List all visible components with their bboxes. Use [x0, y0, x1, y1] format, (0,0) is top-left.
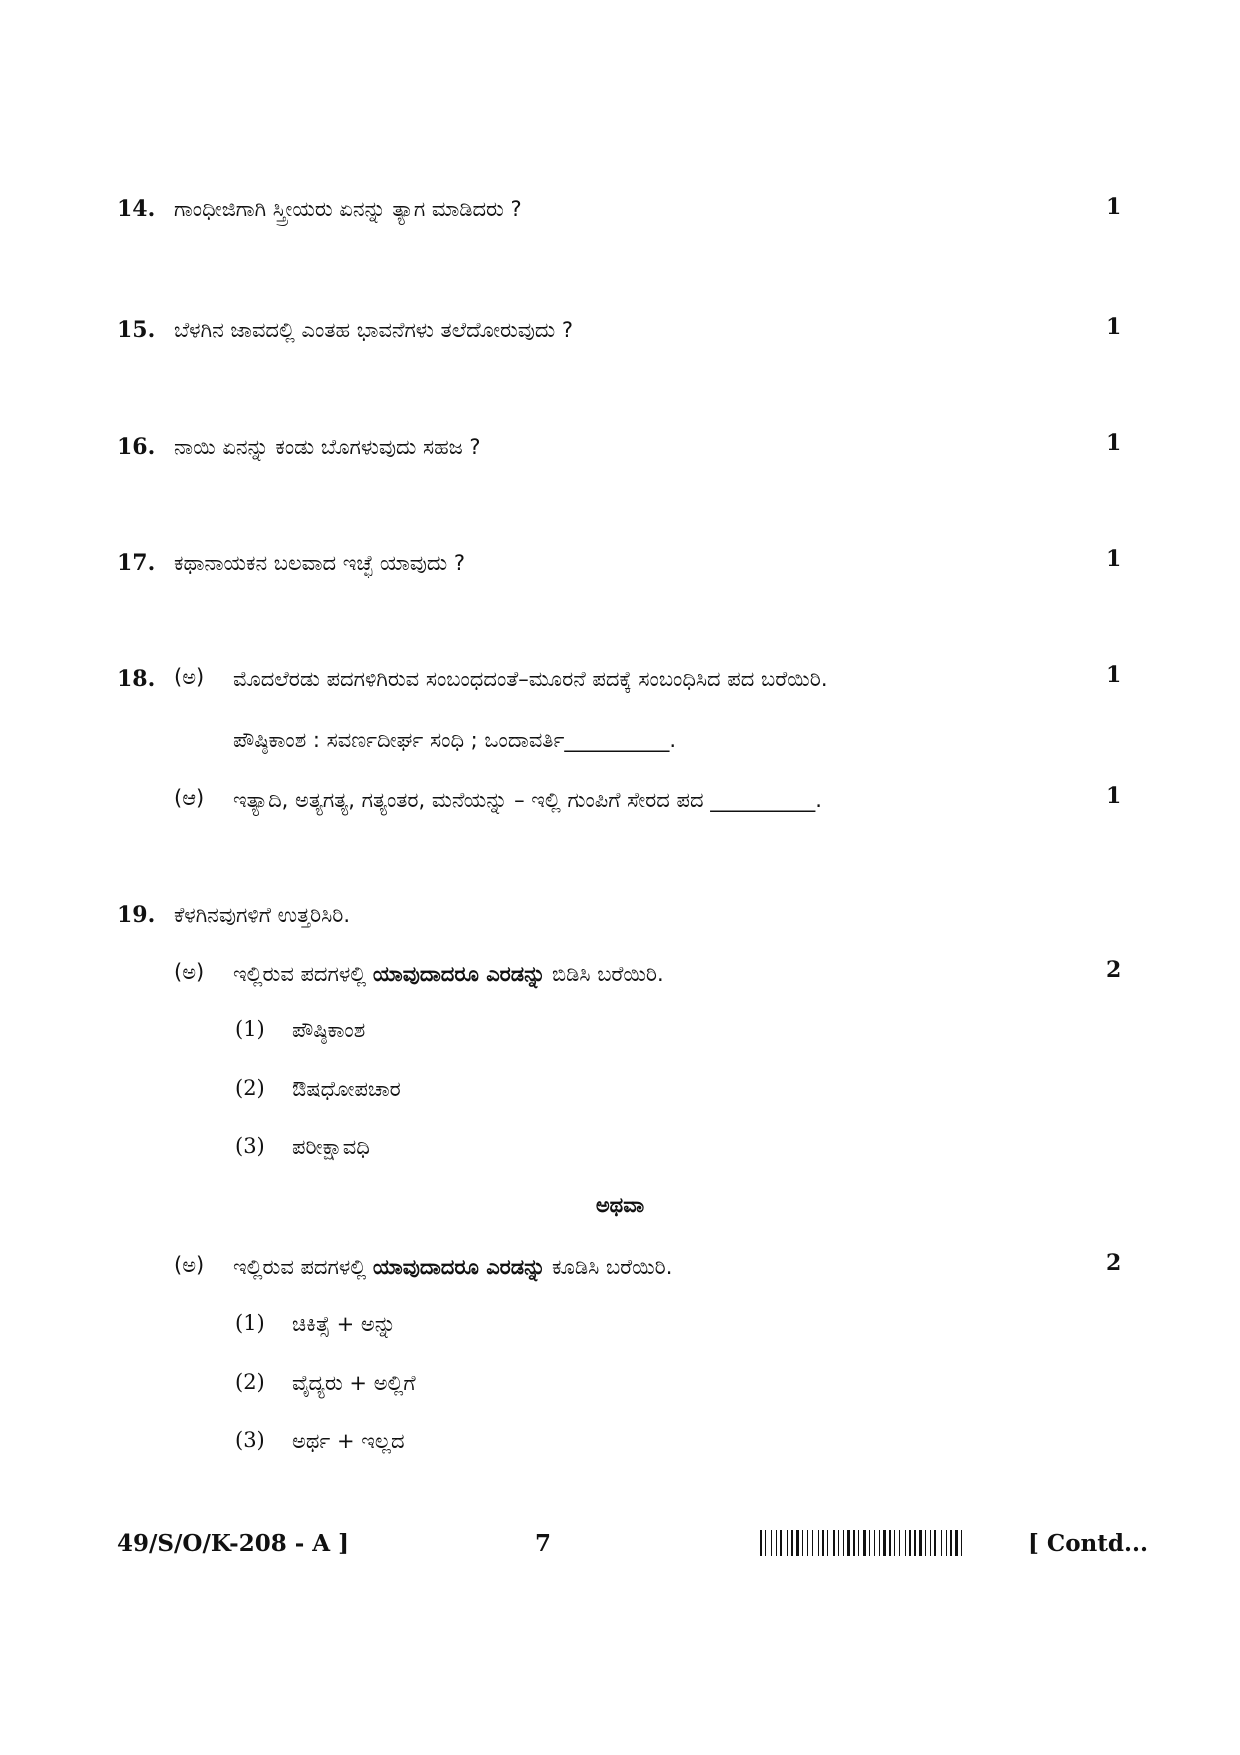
subpart-text-bold: ಯಾವುದಾದರೂ ಎರಡನ್ನು	[372, 1255, 546, 1279]
subpart-text-pre: ಇಲ್ಲಿರುವ ಪದಗಳಲ್ಲಿ	[233, 1255, 373, 1279]
question-number: 19.	[117, 902, 156, 928]
subpart-label: (ಅ)	[174, 1253, 205, 1277]
question-mark: 1	[1106, 546, 1122, 572]
question-number: 17.	[117, 550, 156, 576]
question-mark: 1	[1106, 314, 1122, 340]
contd-label: [ Contd...	[1028, 1530, 1148, 1557]
subpart-text	[233, 959, 664, 989]
subpart-text-pre: ಇಲ್ಲಿರುವ ಪದಗಳಲ್ಲಿ	[233, 962, 373, 986]
option-text: ವೈದ್ಯರು + ಅಲ್ಲಿಗೆ	[292, 1371, 416, 1395]
option-text: ಪರೀಕ್ಷಾವಧಿ	[292, 1135, 370, 1159]
question-number: 16.	[117, 434, 156, 460]
question-text: ನಾಯಿ ಏನನ್ನು ಕಂಡು ಬೊಗಳುವುದು ಸಹಜ ?	[174, 435, 481, 459]
option-number: (3)	[235, 1134, 265, 1158]
subpart-text-post: ಬಿಡಿಸಿ ಬರೆಯಿರಿ.	[545, 962, 664, 986]
or-separator: ಅಥವಾ	[595, 1193, 645, 1217]
option-text: ಅರ್ಥ + ಇಲ್ಲದ	[292, 1429, 405, 1453]
subpart-label: (ಆ)	[174, 786, 205, 810]
question-text: ಕೆಳಗಿನವುಗಳಿಗೆ ಉತ್ತರಿಸಿರಿ.	[174, 903, 351, 927]
option-number: (2)	[235, 1370, 265, 1394]
option-text: ಪೌಷ್ಠಿಕಾಂಶ	[292, 1018, 366, 1042]
option-text: ಔಷಧೋಪಚಾರ	[292, 1077, 401, 1101]
question-text: ಬೆಳಗಿನ ಜಾವದಲ್ಲಿ ಎಂತಹ ಭಾವನೆಗಳು ತಲೆದೋರುವುದು ?	[174, 318, 573, 342]
option-number: (2)	[235, 1076, 265, 1100]
question-text: ಕಥಾನಾಯಕನ ಬಲವಾದ ಇಚ್ಛೆ ಯಾವುದು ?	[174, 551, 465, 575]
subpart-text: ಮೊದಲೆರಡು ಪದಗಳಿಗಿರುವ ಸಂಬಂಧದಂತೆ–ಮೂರನೆ ಪದಕ್ಕೆ ಸಂಬಂಧಿಸಿದ ಪದ ಬರೆಯಿರಿ.	[233, 667, 828, 691]
question-number: 18.	[117, 666, 156, 692]
subpart-label: (ಅ)	[174, 960, 205, 984]
subpart-mark: 2	[1106, 957, 1122, 983]
barcode-icon	[760, 1530, 1022, 1556]
subpart-text-post: ಕೂಡಿಸಿ ಬರೆಯಿರಿ.	[545, 1255, 673, 1279]
question-mark: 1	[1106, 194, 1122, 220]
option-number: (1)	[235, 1311, 265, 1335]
question-number: 15.	[117, 317, 156, 343]
paper-code: 49/S/O/K-208 - A ]	[117, 1530, 350, 1557]
subpart-mark: 1	[1106, 662, 1122, 688]
option-number: (1)	[235, 1017, 265, 1041]
question-number: 14.	[117, 196, 156, 222]
subpart-text-continued: ಪೌಷ್ಠಿಕಾಂಶ : ಸವರ್ಣದೀರ್ಘ ಸಂಧಿ ; ಒಂದಾವರ್ತಿ__________.	[233, 728, 676, 752]
subpart-text-bold: ಯಾವುದಾದರೂ ಎರಡನ್ನು	[372, 962, 546, 986]
question-text: ಗಾಂಧೀಜಿಗಾಗಿ ಸ್ತ್ರೀಯರು ಏನನ್ನು ತ್ಯಾಗ ಮಾಡಿದರು ?	[174, 197, 522, 221]
question-mark: 1	[1106, 430, 1122, 456]
subpart-mark: 2	[1106, 1250, 1122, 1276]
subpart-text: ಇತ್ಯಾದಿ, ಅತ್ಯಗತ್ಯ, ಗತ್ಯಂತರ, ಮನೆಯನ್ನು – ಇಲ್ಲಿ ಗುಂಪಿಗೆ ಸೇರದ ಪದ __________.	[233, 788, 822, 812]
page-number: 7	[535, 1530, 552, 1557]
subpart-mark: 1	[1106, 783, 1122, 809]
subpart-text	[233, 1252, 672, 1282]
option-number: (3)	[235, 1428, 265, 1452]
option-text: ಚಿಕಿತ್ಸೆ + ಅನ್ನು	[292, 1312, 396, 1336]
subpart-label: (ಅ)	[174, 665, 205, 689]
